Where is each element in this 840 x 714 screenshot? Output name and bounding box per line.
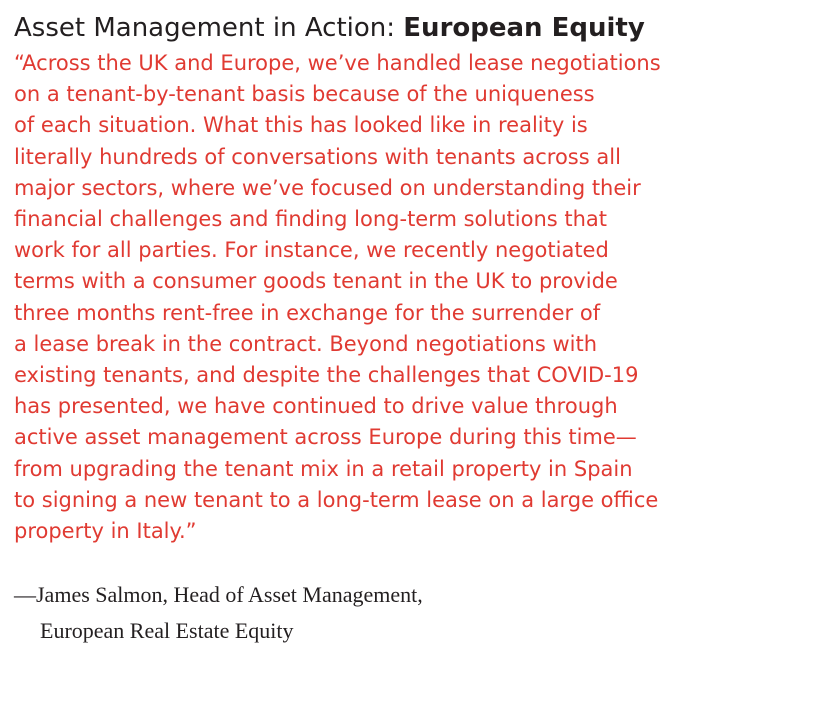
quote-line: literally hundreds of conversations with tenants across all xyxy=(14,144,621,169)
quote-line: “Across the UK and Europe, we’ve handled lease negotiations xyxy=(14,51,661,75)
quote-line: existing tenants, and despite the challenges that COVID-19 xyxy=(14,363,639,388)
page-title xyxy=(14,8,834,48)
document-page xyxy=(14,8,834,649)
quote-line: to signing a new tenant to a long-term lease on a large office xyxy=(14,487,659,512)
quote-line: three months rent-free in exchange for the surrender of xyxy=(14,300,601,325)
quote-line: a lease break in the contract. Beyond negotiations with xyxy=(14,331,598,356)
pull-quote xyxy=(14,48,834,547)
quote-line: of each situation. What this has looked like in reality is xyxy=(14,113,588,138)
quote-line: major sectors, where we’ve focused on understanding their xyxy=(14,175,641,200)
quote-line: work for all parties. For instance, we recently negotiated xyxy=(14,238,609,263)
quote-line: terms with a consumer goods tenant in the UK to provide xyxy=(14,269,618,294)
attribution-name: —James Salmon, Head of Asset Management, xyxy=(14,582,423,608)
quote-attribution xyxy=(14,577,834,649)
quote-line: active asset management across Europe during this time— xyxy=(14,425,637,450)
quote-line: financial challenges and finding long-term solutions that xyxy=(14,207,608,232)
quote-line: on a tenant-by-tenant basis because of the uniqueness xyxy=(14,82,595,107)
quote-line: property in Italy.” xyxy=(14,519,197,544)
quote-line: from upgrading the tenant mix in a retail property in Spain xyxy=(14,456,633,481)
title-emphasis: European Equity xyxy=(403,13,645,43)
title-prefix: Asset Management in Action: xyxy=(14,13,404,43)
attribution-affiliation: European Real Estate Equity xyxy=(40,618,294,644)
quote-line: has presented, we have continued to drive value through xyxy=(14,394,618,419)
